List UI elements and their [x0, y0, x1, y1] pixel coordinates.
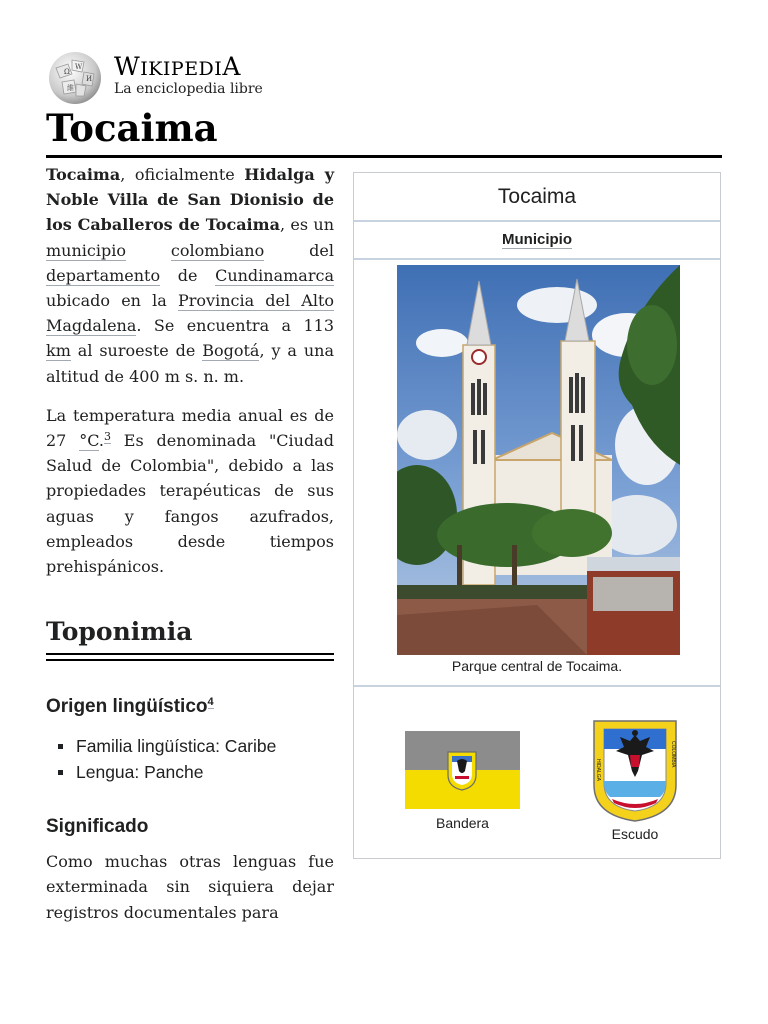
infobox-subtitle	[354, 222, 720, 260]
page-title: Tocaima	[46, 106, 218, 150]
svg-text:И: И	[86, 75, 93, 83]
article-body	[46, 162, 334, 939]
svg-text:COLOMBIA: COLOMBIA	[670, 741, 676, 768]
infobox-title: Tocaima	[354, 173, 720, 222]
link-provincia-alto-magdalena[interactable]: Provincia del Alto Magdalena	[46, 291, 335, 336]
heading-toponimia-rule	[46, 653, 334, 661]
heading-origen-linguistico: Origen lingüístico$^4$	[46, 695, 214, 718]
svg-text:維: 維	[67, 84, 74, 92]
svg-text:W: W	[75, 63, 83, 71]
list-item: Lengua: Panche	[46, 759, 334, 785]
significado-paragraph: Como muchas otras lenguas fue exterminada sin siquiera dejar registros documentales para	[46, 852, 334, 922]
origin-facts-list	[46, 733, 334, 785]
title-divider	[46, 155, 722, 158]
wikipedia-wordmark[interactable]: WIKIPEDIA	[114, 52, 241, 81]
heading-significado: Significado	[46, 816, 149, 838]
flag-label: Bandera	[436, 815, 489, 831]
link-municipio-infobox[interactable]: Municipio	[502, 231, 572, 248]
infobox	[353, 172, 721, 859]
tagline: La enciclopedia libre	[114, 81, 263, 97]
svg-text:HIDALGA: HIDALGA	[595, 759, 601, 781]
reference-3[interactable]: 3	[103, 429, 111, 443]
link-colombiano[interactable]: colombiano	[170, 240, 265, 260]
link-municipio[interactable]: municipio	[46, 240, 126, 260]
list-item: Familia lingüística: Caribe	[46, 733, 334, 759]
link-km[interactable]: km	[46, 341, 71, 361]
coat-of-arms-image[interactable]	[592, 719, 678, 823]
flag-image[interactable]	[405, 731, 520, 809]
photo-caption: Parque central de Tocaima.	[451, 658, 623, 674]
church-photo[interactable]	[397, 265, 680, 655]
link-bogota[interactable]: Bogotá	[202, 341, 260, 361]
intro-paragraph: Tocaima, oficialmente Hidalga y Noble Villa de San Dionisio de los Caballeros de Tocaima, es un municipio colombiano del departamento de Cundinamarca ubicado en la Provincia del Alto Magdalena. Se encuentra a 113 km al suroeste de Bogotá, y a una altitud de 400 m s. n. m.	[46, 165, 335, 386]
shield-label: Escudo	[611, 826, 659, 842]
heading-toponimia: Toponimia	[46, 617, 193, 647]
svg-text:Ω: Ω	[64, 68, 70, 76]
link-celsius[interactable]: °C	[79, 431, 99, 451]
reference-4[interactable]: 4	[207, 695, 214, 708]
wikipedia-globe-logo[interactable]	[46, 50, 104, 106]
infobox-divider	[354, 685, 720, 687]
link-cundinamarca[interactable]: Cundinamarca	[215, 265, 334, 285]
temperature-paragraph: La temperatura media anual es de 27 °C.$^3$ Es denominada "Ciudad Salud de Colombia", debido a las propiedades terapéuticas de sus aguas y fangos azufrados, empleados desde tiempos prehispánicos.	[46, 405, 334, 577]
link-departamento[interactable]: departamento	[46, 265, 161, 285]
